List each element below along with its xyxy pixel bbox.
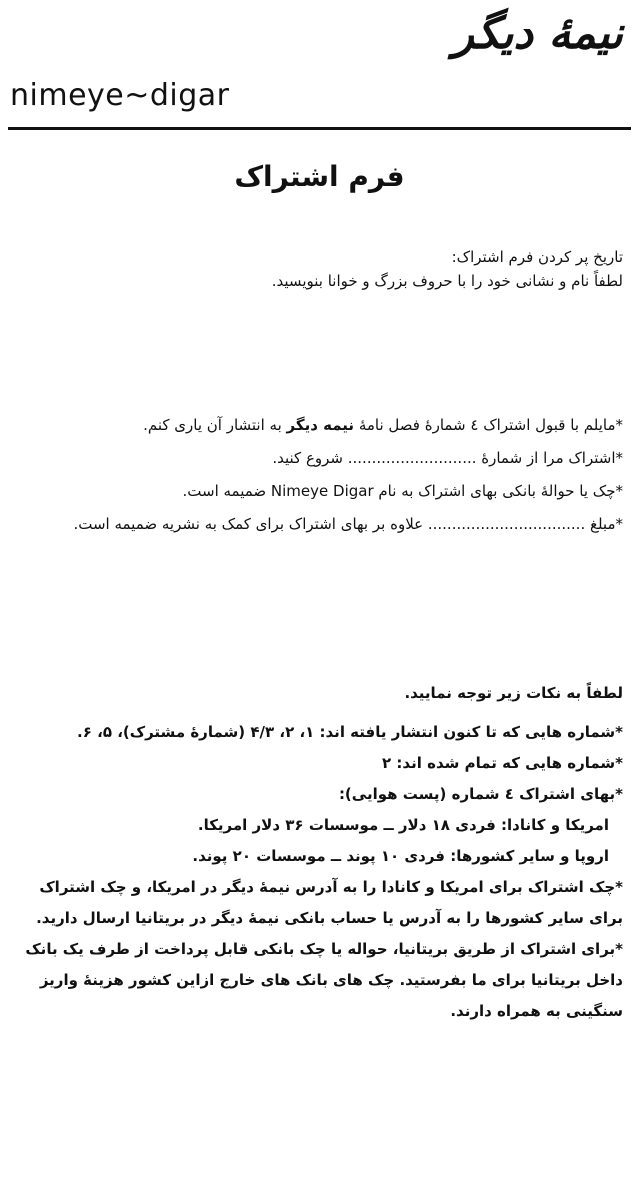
date-line: تاریخ پر کردن فرم اشتراک: — [451, 248, 623, 266]
header-divider — [8, 127, 631, 130]
form-item-subscribe — [12, 410, 623, 441]
notes-heading: لطفاً به نکات زیر توجه نمایید. — [404, 684, 623, 702]
form-item-start-issue: *اشتراک مرا از شمارهٔ ........................... شروع کنید. — [272, 449, 623, 467]
journal-name: نیمه دیگر — [286, 416, 355, 434]
logo-latin: nimeye~digar — [10, 78, 230, 113]
form-item-donation: *مبلغ ................................. علاوه بر بهای اشتراک برای کمک به نشریه ضمیمه است. — [73, 515, 623, 533]
form-item-check — [12, 476, 623, 507]
payee-name: Nimeye Digar — [270, 482, 374, 500]
note-published: *شماره هایی که تا کنون انتشار یافته اند: ۱، ۲، ۴/۳ (شمارهٔ مشترک)، ۵، ۶. — [77, 723, 623, 741]
note-price-heading: *بهای اشتراک ٤ شماره (پست هوایی): — [338, 785, 623, 803]
instruction-line: لطفاً نام و نشانی خود را با حروف بزرگ و خوانا بنویسید. — [271, 272, 623, 290]
note-sold-out: *شماره هایی که تمام شده اند: ۲ — [382, 754, 623, 772]
form-item-text: ضمیمه است. — [182, 482, 271, 500]
note-price-america: امریکا و کانادا: فردی ۱۸ دلار ــ موسسات ۳۶ دلار امریکا. — [197, 816, 609, 834]
intro-section — [12, 245, 623, 293]
logo-persian: نیمهٔ دیگر — [452, 8, 623, 59]
page-title: فرم اشتراک — [234, 160, 405, 193]
form-item-text: *چک یا حوالهٔ بانکی بهای اشتراک به نام — [373, 482, 623, 500]
note-britain: *برای اشتراک از طریق بریتانیا، حواله یا چک بانکی قابل پرداخت از طرف یک بانک داخل بریتانیا برای ما بفرستید. چک های بانک های خارج ازاین کشور هزینهٔ واریز سنگینی به همراه دارند. — [25, 940, 623, 1020]
notes-section — [12, 678, 623, 1027]
form-item-text: *مایلم با قبول اشتراک ٤ شمارهٔ فصل نامهٔ — [354, 416, 623, 434]
form-section — [12, 410, 623, 542]
form-item-text: به انتشار آن یاری کنم. — [143, 416, 287, 434]
note-check-address: *چک اشتراک برای امریکا و کانادا را به آدرس نیمهٔ دیگر در امریکا، و چک اشتراک برای سایر کشورها را به آدرس یا حساب بانکی نیمهٔ دیگر در بریتانیا ارسال دارید. — [36, 878, 623, 927]
note-price-europe: اروپا و سایر کشورها: فردی ۱۰ پوند ــ موسسات ۲۰ پوند. — [192, 847, 609, 865]
